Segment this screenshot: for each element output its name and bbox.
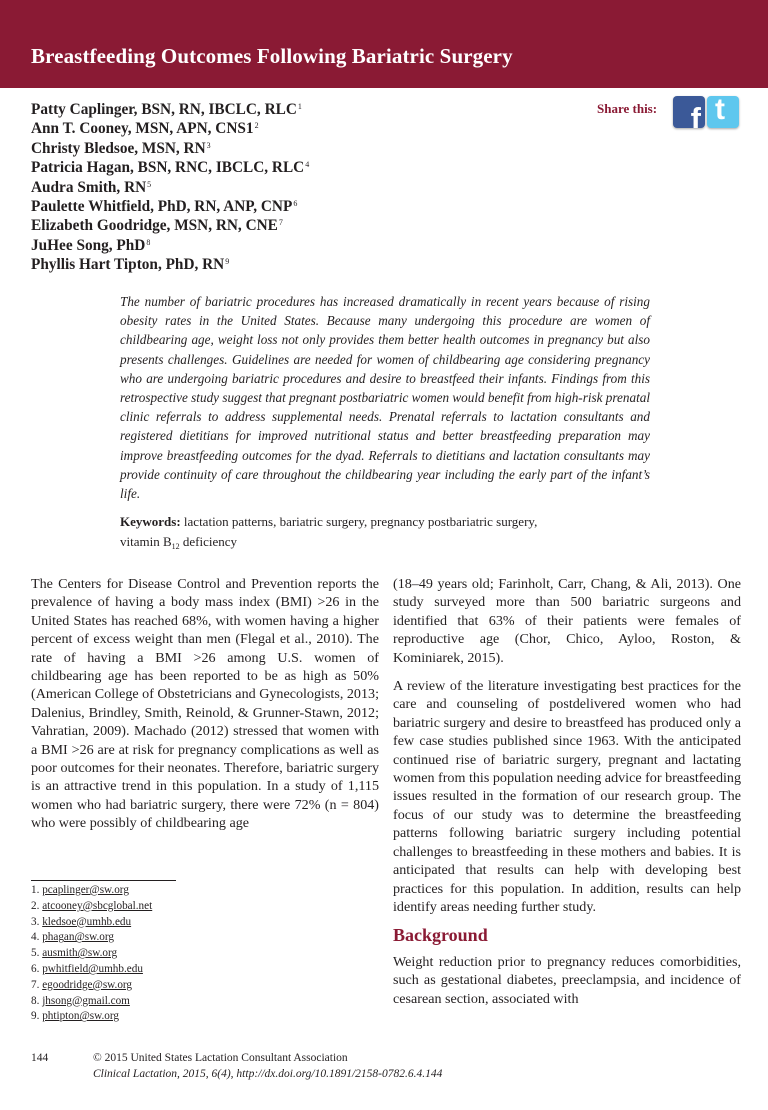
author-line: Ann T. Cooney, MSN, APN, $CNS1^2$ xyxy=(31,120,259,138)
keywords: Keywords: lactation patterns, bariatric surgery, pregnancy postbariatric surgery, vitamin $B_{12}$ deficiency xyxy=(120,514,538,551)
citation: Clinical Lactation, 2015, 6(4), http://dx.doi.org/10.1891/2158-0782.6.4.144 xyxy=(93,1068,443,1080)
footnote: 9. phtipton@sw.org xyxy=(31,1010,119,1023)
section-heading-background: Background xyxy=(393,925,488,946)
author-line: Patricia Hagan, BSN, RNC, IBCLC, RLC$^4$ xyxy=(31,159,310,177)
abstract: The number of bariatric procedures has increased dramatically in recent years because of rising obesity rates in the United States. Because many undergoing this procedure are women of childbearing age, weight loss not only provides them better health outcomes in pregnancy but also presents challenges. Guidelines are needed for women of childbearing age considering pregnancy who are undergoing bariatric procedures and desire to breastfeed their infants. Findings from this retrospective study suggest that pregnant postbariatric women would benefit from high-risk prenatal clinic referrals to address supplemental needs. Prenatal referrals to lactation consultants and registered dietitians for improved nutritional status and better breastfeeding preparation may improve breastfeeding outcomes for the dyad. Referrals to dietitians and lactation consultants may provide continuity of care throughout the childbearing year including the early part of the infant’s life. xyxy=(120,294,650,502)
article-title: Breastfeeding Outcomes Following Bariatric Surgery xyxy=(31,44,513,68)
footnote: 1. pcaplinger@sw.org xyxy=(31,884,129,896)
footnote: 5. ausmith@sw.org xyxy=(31,947,118,960)
author-line: Audra Smith, $RN^5$ xyxy=(31,178,152,196)
footnote: 6. pwhitfield@umhb.edu xyxy=(31,962,143,975)
body-paragraph: (18–49 years old; Farinholt, Carr, Chang, & Ali, 2013). One study surveyed more than 500 bariatric surgeons and identified that 63% of their patients were females of reproductive age (Chor, Chico, Ayloo, Roston, & Kominiarek, 2015). xyxy=(393,576,741,666)
share-label: Share this: xyxy=(597,101,658,116)
copyright: © 2015 United States Lactation Consultant Association xyxy=(93,1052,348,1064)
twitter-icon[interactable]: t xyxy=(707,96,739,128)
email-link[interactable]: egoodridge@sw.org xyxy=(42,978,133,991)
author-line: Patty Caplinger, BSN, RN, IBCLC, RLC$^1$ xyxy=(31,101,302,118)
share-widget xyxy=(560,98,740,132)
footnote: 8. jhsong@gmail.com xyxy=(31,994,130,1007)
body-paragraph: A review of the literature investigating best practices for the care and counseling of postdelivered women who had bariatric surgery and desire to breastfeed has produced only a few case studies published since 1963. With the anticipated continued rise of bariatric surgery, pregnant and lactating women from this population needing advice for breastfeeding issues resulted in the formation of our research group. The focus of our study was to determine the breastfeeding patterns following bariatric surgery including potential challenges to breastfeeding in these mothers and babies. It is anticipated that results can help with developing best practices for this population. In addition, results can help identify areas needing further study. xyxy=(393,678,741,915)
facebook-icon[interactable]: f xyxy=(673,96,705,128)
email-link[interactable]: kledsoe@umhb.edu xyxy=(42,915,132,928)
keywords-text: lactation patterns, bariatric surgery, pregnancy postbariatric surgery, xyxy=(183,514,538,529)
body-column-right xyxy=(393,575,741,1018)
footnote: 2. atcooney@sbcglobal.net xyxy=(31,899,153,912)
email-link[interactable]: pcaplinger@sw.org xyxy=(42,884,129,896)
footnotes xyxy=(31,883,331,1025)
footnote: 7. egoodridge@sw.org xyxy=(31,978,133,991)
author-list xyxy=(31,100,551,275)
author-line: Elizabeth Goodridge, MSN, RN, CNE$^7$ xyxy=(31,217,283,235)
author-line: Phyllis Hart Tipton, PhD, $RN^9$ xyxy=(31,256,230,274)
body-paragraph: Weight reduction prior to pregnancy reduces comorbidities, such as gestational diabetes, preeclampsia, and incidence of cesarean section, associated with xyxy=(393,953,741,1007)
keywords-label: Keywords: xyxy=(120,514,181,529)
email-link[interactable]: ausmith@sw.org xyxy=(42,947,118,960)
footnote: 4. phagan@sw.org xyxy=(31,931,115,944)
footnote-divider xyxy=(31,880,176,881)
author-line: Christy Bledsoe, MSN, $RN^3$ xyxy=(31,139,211,157)
body-paragraph: The Centers for Disease Control and Prevention reports the prevalence of having a body mass index (BMI) >26 in the United States has reached 68%, with women having a higher percent of excess weight than men (Flegal et al., 2010). The rate of having a BMI >26 among U.S. women of childbearing age has been reported to be as high as 50% (American College of Obstetricians and Gynecologists, 2013; Dalenius, Brindley, Smith, Reinold, & Grunner-Stawn, 2012; Vahratian, 2009). Machado (2012) stressed that women with a BMI >26 are at risk for pregnancy complications as well as poor outcomes for their neonates. Therefore, bariatric surgery is an attractive trend in this population. In a study of 1,115 women who had bariatric surgery, there were 72% (n = 804) who were possibly of childbearing age xyxy=(31,576,379,832)
title-banner xyxy=(0,0,768,88)
email-link[interactable]: jhsong@gmail.com xyxy=(42,994,130,1007)
author-line: Paulette Whitfield, PhD, RN, ANP, CNP$^6$ xyxy=(31,198,298,216)
author-line: JuHee Song, PhD$^8$ xyxy=(31,236,151,254)
email-link[interactable]: phagan@sw.org xyxy=(42,931,115,944)
body-column-left xyxy=(31,575,379,843)
email-link[interactable]: phtipton@sw.org xyxy=(42,1010,119,1023)
email-link[interactable]: pwhitfield@umhb.edu xyxy=(42,962,143,975)
page-number: 144 xyxy=(31,1052,49,1064)
footnote: 3. kledsoe@umhb.edu xyxy=(31,915,132,928)
email-link[interactable]: atcooney@sbcglobal.net xyxy=(42,899,153,912)
